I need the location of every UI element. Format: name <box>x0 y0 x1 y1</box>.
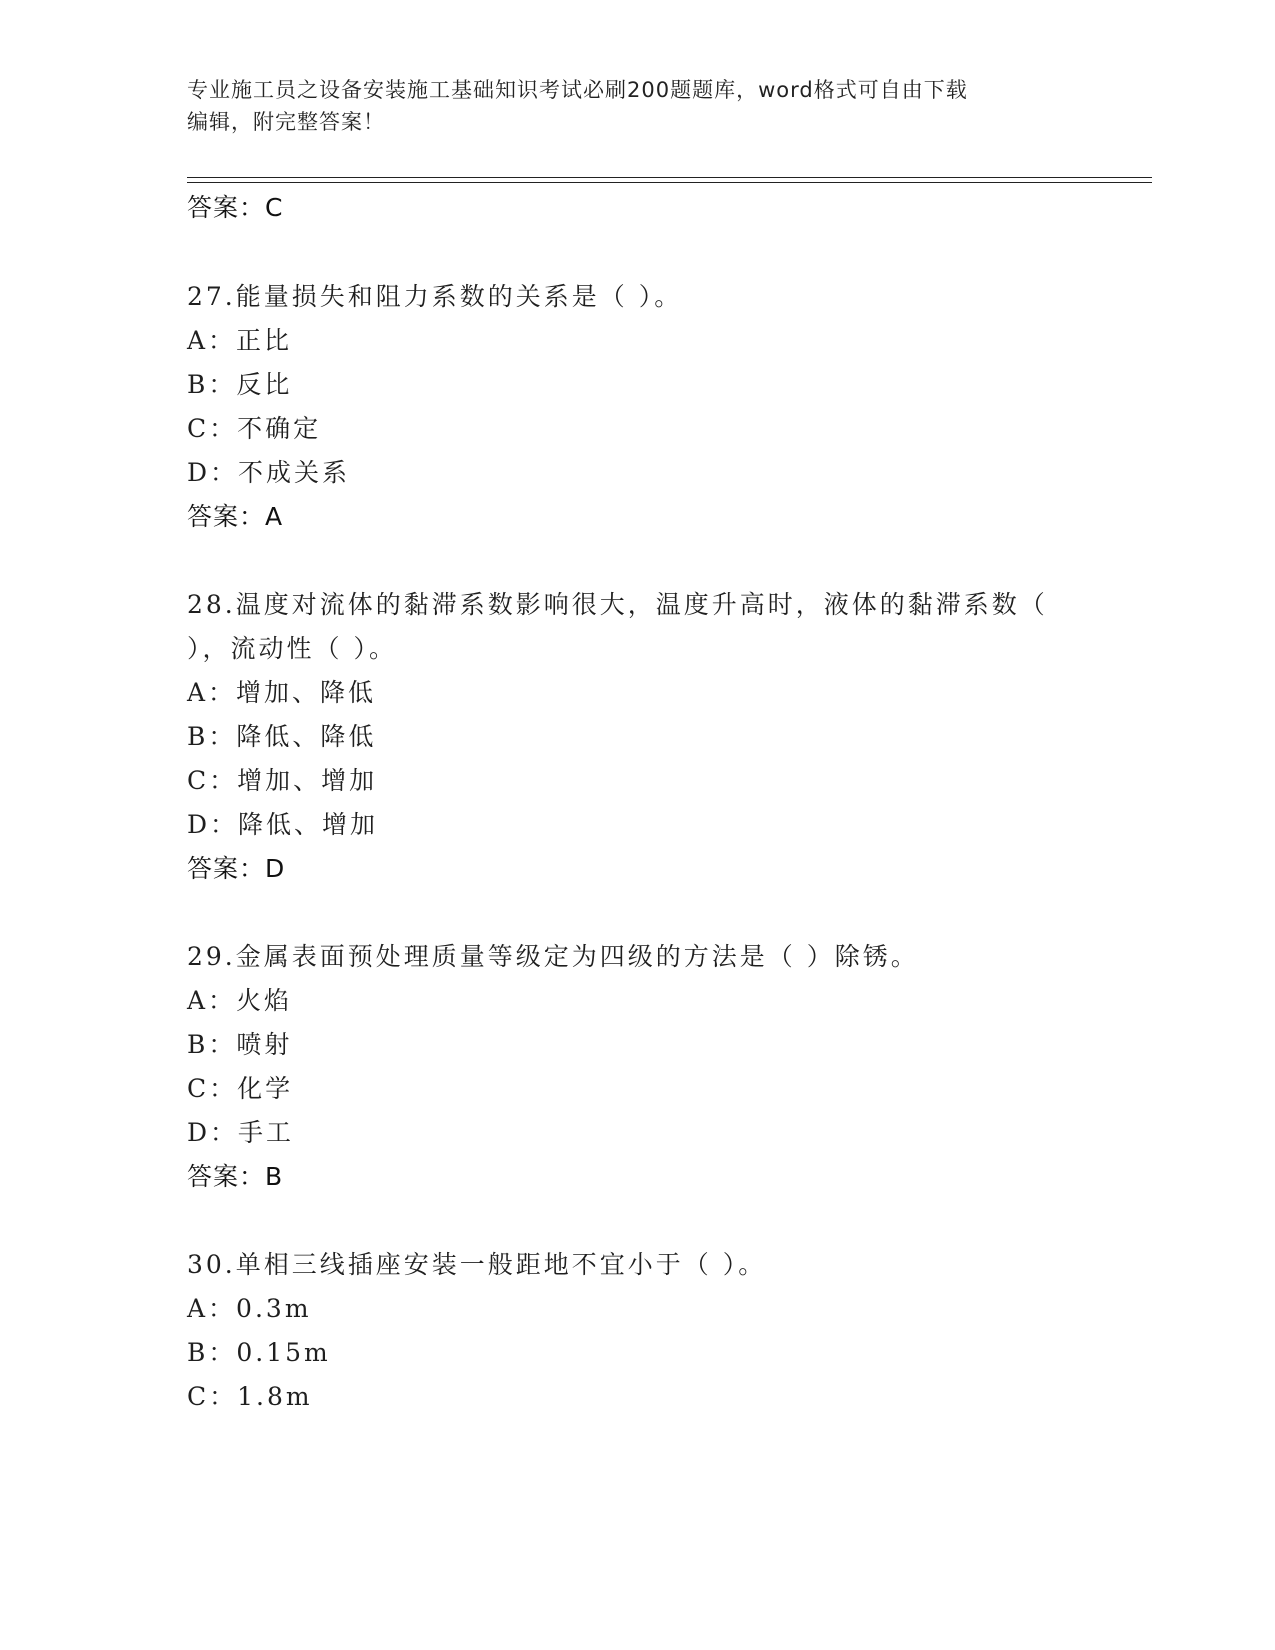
question-27-option-b: B：反比 <box>187 370 293 399</box>
question-27-answer: 答案：A <box>187 502 284 531</box>
question-28-answer: 答案：D <box>187 854 286 883</box>
header-divider-top <box>187 177 1152 178</box>
question-30-option-b: B：0.15m <box>187 1338 331 1367</box>
question-29-option-a: A：火焰 <box>187 986 293 1015</box>
question-29-option-d: D：手工 <box>187 1118 295 1147</box>
question-30-option-a: A：0.3m <box>187 1294 312 1323</box>
question-27-option-d: D：不成关系 <box>187 458 351 487</box>
question-27-stem: 27.能量损失和阻力系数的关系是（ ）。 <box>187 282 683 311</box>
question-29-stem: 29.金属表面预处理质量等级定为四级的方法是（ ）除锈。 <box>187 942 919 971</box>
question-28-option-a: A：增加、降低 <box>187 678 377 707</box>
header-line-2: 编辑，附完整答案！ <box>187 110 385 134</box>
header-divider-bottom <box>187 182 1152 183</box>
question-28-stem-line-2: ），流动性（ ）。 <box>187 634 397 663</box>
question-29-option-c: C：化学 <box>187 1074 294 1103</box>
question-28-stem-line-1: 28.温度对流体的黏滞系数影响很大，温度升高时，液体的黏滞系数（ <box>187 590 1048 619</box>
question-28-option-c: C：增加、增加 <box>187 766 378 795</box>
question-28-option-b: B：降低、降低 <box>187 722 377 751</box>
question-27-option-a: A：正比 <box>187 326 293 355</box>
question-29-answer: 答案：B <box>187 1162 284 1191</box>
question-28-option-d: D：降低、增加 <box>187 810 379 839</box>
header-line-1: 专业施工员之设备安装施工基础知识考试必刷200题题库，word格式可自由下载 <box>187 78 968 102</box>
document-header <box>187 74 1087 138</box>
question-29-option-b: B：喷射 <box>187 1030 293 1059</box>
question-27-option-c: C：不确定 <box>187 414 322 443</box>
question-30-option-c: C：1.8m <box>187 1382 313 1411</box>
question-30-stem: 30.单相三线插座安装一般距地不宜小于（ ）。 <box>187 1250 767 1279</box>
previous-answer: 答案：C <box>187 193 284 222</box>
